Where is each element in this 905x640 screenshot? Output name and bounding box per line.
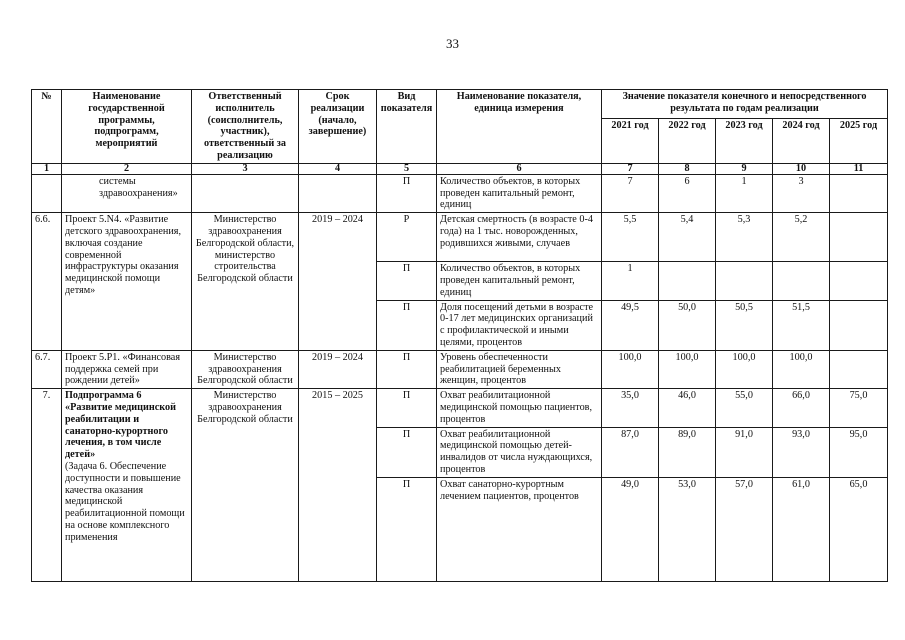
indicator-value: 49,5 (602, 300, 659, 350)
column-number: 8 (659, 163, 716, 174)
column-number: 5 (377, 163, 437, 174)
row-number: 7. (32, 389, 62, 582)
indicator-type: П (377, 300, 437, 350)
indicator-type: П (377, 477, 437, 581)
indicator-value: 100,0 (659, 350, 716, 388)
header-term: Срок реализации (начало, завершение) (299, 90, 377, 164)
row-executor: Министерство здравоохранения Белгородской области (192, 350, 299, 388)
row-name (62, 389, 192, 582)
row-number: 6.7. (32, 350, 62, 388)
column-number: 10 (773, 163, 830, 174)
indicator-text: Количество объектов, в которых проведен капитальный ремонт, единиц (437, 262, 602, 300)
page-number: 33 (446, 36, 459, 51)
indicator-value: 91,0 (716, 427, 773, 477)
indicator-value: 65,0 (830, 477, 888, 581)
indicator-value (830, 213, 888, 262)
indicator-value (830, 350, 888, 388)
row-term (299, 174, 377, 212)
row-number (32, 174, 62, 212)
indicator-value: 5,2 (773, 213, 830, 262)
indicator-text: Охват санаторно-курортным лечением пациентов, процентов (437, 477, 602, 581)
column-number: 2 (62, 163, 192, 174)
header-year: 2023 год (716, 119, 773, 163)
indicator-value (830, 300, 888, 350)
indicator-type: П (377, 389, 437, 427)
indicator-value: 100,0 (602, 350, 659, 388)
indicator-text: Количество объектов, в которых проведен капитальный ремонт, единиц (437, 174, 602, 212)
row-term: 2019 – 2024 (299, 350, 377, 388)
row-number: 6.6. (32, 213, 62, 351)
column-number-row (32, 163, 888, 174)
indicator-value (773, 262, 830, 300)
row-executor: Министерство здравоохранения Белгородской области (192, 389, 299, 582)
indicator-value: 87,0 (602, 427, 659, 477)
indicator-value: 100,0 (773, 350, 830, 388)
row-executor: Министерство здравоохранения Белгородской области, министерство строительства Белгородской области (192, 213, 299, 351)
row-name: Проект 5.N4. «Развитие детского здравоохранения, включая создание современной инфраструктуры оказания медицинской помощи детям» (62, 213, 192, 351)
indicator-value: 1 (602, 262, 659, 300)
header-executor: Ответственный исполнитель (соисполнитель, участник), ответственный за реализацию (192, 90, 299, 164)
table-row (32, 174, 888, 212)
indicator-value: 3 (773, 174, 830, 212)
indicator-type: П (377, 427, 437, 477)
row-term: 2019 – 2024 (299, 213, 377, 351)
header-type: Вид показателя (377, 90, 437, 164)
indicator-value: 7 (602, 174, 659, 212)
indicator-value: 1 (716, 174, 773, 212)
indicator-value: 53,0 (659, 477, 716, 581)
indicator-value (716, 262, 773, 300)
indicator-value: 55,0 (716, 389, 773, 427)
row-term: 2015 – 2025 (299, 389, 377, 582)
subprogram-title: Подпрограмма 6 «Развитие медицинской реабилитации и санаторно-курортного лечения, в том числе детей» (65, 390, 176, 461)
indicator-type: Р (377, 213, 437, 262)
row-name: Проект 5.Р1. «Финансовая поддержка семей при рождении детей» (62, 350, 192, 388)
header-year: 2021 год (602, 119, 659, 163)
header-year: 2024 год (773, 119, 830, 163)
indicator-value (659, 262, 716, 300)
indicator-value: 5,5 (602, 213, 659, 262)
indicator-value: 100,0 (716, 350, 773, 388)
table-row (32, 213, 888, 262)
header-name: Наименование государственной программы, подпрограмм, мероприятий (62, 90, 192, 164)
column-number: 6 (437, 163, 602, 174)
row-name: системы здравоохранения» (62, 174, 192, 212)
indicator-value: 51,5 (773, 300, 830, 350)
indicator-value: 46,0 (659, 389, 716, 427)
indicator-type: П (377, 262, 437, 300)
indicator-text: Уровень обеспеченности реабилитацией беременных женщин, процентов (437, 350, 602, 388)
indicator-value: 50,0 (659, 300, 716, 350)
column-number: 7 (602, 163, 659, 174)
column-number: 1 (32, 163, 62, 174)
indicator-text: Доля посещений детьми в возрасте 0-17 лет медицинских организаций с профилактической и иными целями, процентов (437, 300, 602, 350)
indicator-value: 75,0 (830, 389, 888, 427)
header-year: 2025 год (830, 119, 888, 163)
indicators-table (31, 89, 888, 582)
header-no: № (32, 90, 62, 164)
indicator-value: 5,4 (659, 213, 716, 262)
indicator-type: П (377, 174, 437, 212)
indicator-value: 95,0 (830, 427, 888, 477)
header-year: 2022 год (659, 119, 716, 163)
header-indicator: Наименование показателя, единица измерения (437, 90, 602, 164)
indicator-text: Охват реабилитационной медицинской помощью пациентов, процентов (437, 389, 602, 427)
column-number: 3 (192, 163, 299, 174)
indicator-text: Детская смертность (в возрасте 0-4 года) на 1 тыс. новорожденных, родившихся живыми, случаев (437, 213, 602, 262)
indicator-value: 5,3 (716, 213, 773, 262)
indicator-value: 61,0 (773, 477, 830, 581)
indicator-value: 6 (659, 174, 716, 212)
row-executor (192, 174, 299, 212)
indicator-value: 49,0 (602, 477, 659, 581)
indicator-value: 66,0 (773, 389, 830, 427)
column-number: 11 (830, 163, 888, 174)
indicator-text: Охват реабилитационной медицинской помощью детей-инвалидов от числа нуждающихся, процентов (437, 427, 602, 477)
indicator-value (830, 174, 888, 212)
indicator-type: П (377, 350, 437, 388)
indicator-value: 35,0 (602, 389, 659, 427)
indicator-value: 93,0 (773, 427, 830, 477)
indicator-value: 89,0 (659, 427, 716, 477)
header-values: Значение показателя конечного и непосредственного результата по годам реализации (602, 90, 888, 119)
indicator-value (830, 262, 888, 300)
column-number: 4 (299, 163, 377, 174)
indicator-value: 57,0 (716, 477, 773, 581)
table-row (32, 389, 888, 427)
indicator-value: 50,5 (716, 300, 773, 350)
table-row (32, 350, 888, 388)
column-number: 9 (716, 163, 773, 174)
subprogram-task: (Задача 6. Обеспечение доступности и повышение качества оказания медицинской реабилитационной помощи на основе комплексного применения (65, 460, 185, 543)
